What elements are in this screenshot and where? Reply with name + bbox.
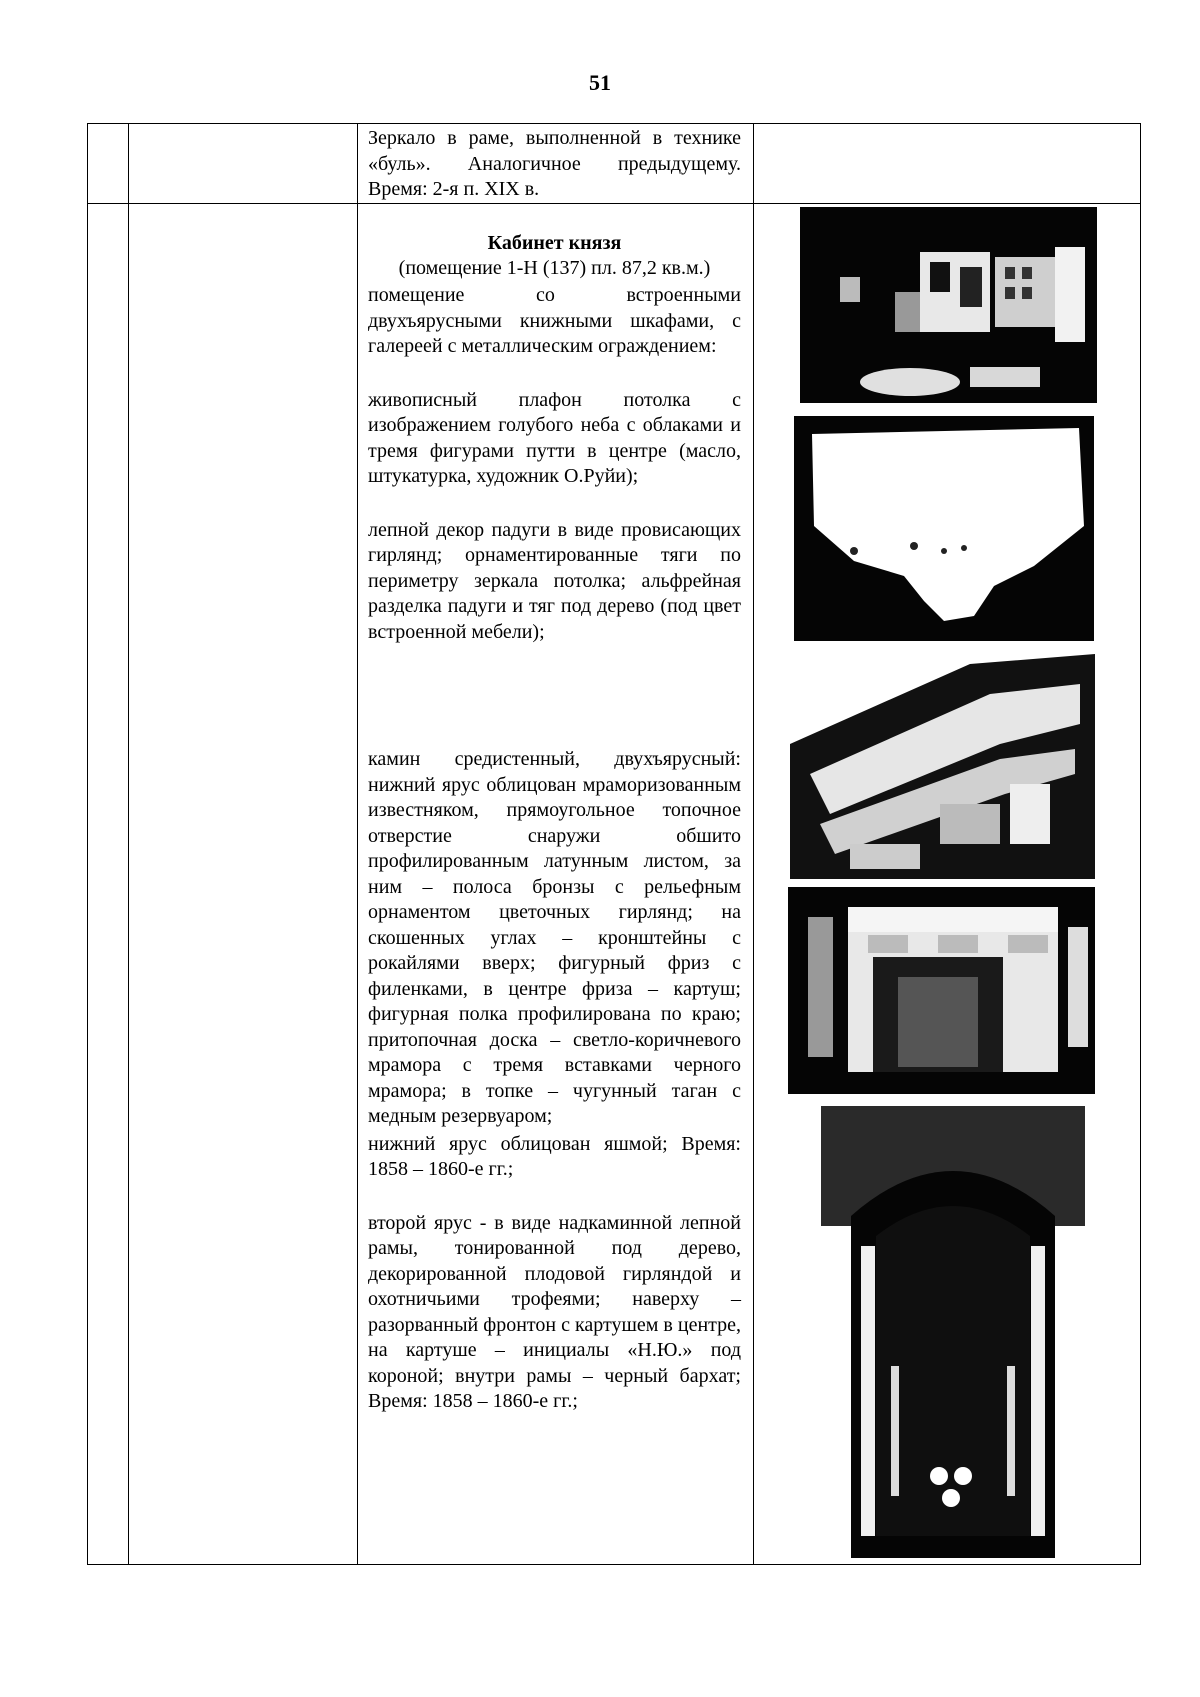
inventory-table — [87, 123, 1141, 1565]
decor-description: лепной декор падуги в виде провисающих гирлянд; орнаментированные тяги по периметру зеркала потолка; альфрейная разделка падуги и тяг под дерево (под цвет встроенной мебели); — [368, 518, 741, 643]
cell-photo — [754, 124, 1141, 204]
ceiling-description: живописный плафон потолка с изображением голубого неба с облаками и тремя фигурами путти в центре (масло, штукатурка, художник О.Руйи); — [368, 388, 741, 487]
room-heading: Кабинет князя — [487, 231, 622, 254]
second-tier-description: второй ярус - в виде надкаминной лепной рамы, тонированной под дерево, декорированной плодовой гирляндой и охотничьими трофеями; наверху – разорванный фронтон с картушем в центре, на картуше – инициалы «Н.Ю.» под короной; внутри рамы – черный бархат; Время: 1858 – 1860-е гг.; — [368, 1211, 742, 1412]
cell-number — [88, 124, 129, 204]
table-row — [88, 203, 1141, 1564]
cell-description — [358, 203, 754, 1564]
cornice-decor-photo — [790, 654, 1095, 879]
lower-tier-description: нижний ярус облицован яшмой; Время: 1858 – 1860-е гг.; — [368, 1132, 741, 1180]
cell-name — [129, 203, 358, 1564]
mirror-description: Зеркало в раме, выполненной в технике «буль». Аналогичное предыдущему. Время: 2-я п. XIX в. — [368, 127, 741, 200]
room-interior-photo — [800, 207, 1097, 403]
cell-description — [358, 124, 754, 204]
cell-name — [129, 124, 358, 204]
overmantel-frame-photo — [821, 1106, 1085, 1558]
cell-photo — [754, 203, 1141, 1564]
room-intro: помещение со встроенными двухъярусными книжными шкафами, с галереей с металлическим ограждением: — [368, 284, 741, 357]
fireplace-photo — [788, 887, 1095, 1094]
fireplace-description: камин средистенный, двухъярусный: нижний ярус облицован мраморизованным известняком, прямоугольное топочное отверстие снаружи обшито профилированным латунным листом, за ним – полоса бронзы с рельефным орнаментом цветочных гирлянд; на скошенных углах – кронштейны с рокайлями вверх; фигурный фриз с филенками, в центре фриза – картуш; фигурная полка профилирована по краю; притопочная доска – светло-коричневого мрамора с тремя вставками черного мрамора; в топке – чугунный таган с медным резервуаром; — [368, 748, 741, 1127]
room-subheading: (помещение 1-Н (137) пл. 87,2 кв.м.) — [398, 256, 711, 279]
cell-number — [88, 203, 129, 1564]
ceiling-plafond-photo — [794, 416, 1094, 641]
page-number: 51 — [589, 70, 611, 95]
table-row — [88, 124, 1141, 204]
